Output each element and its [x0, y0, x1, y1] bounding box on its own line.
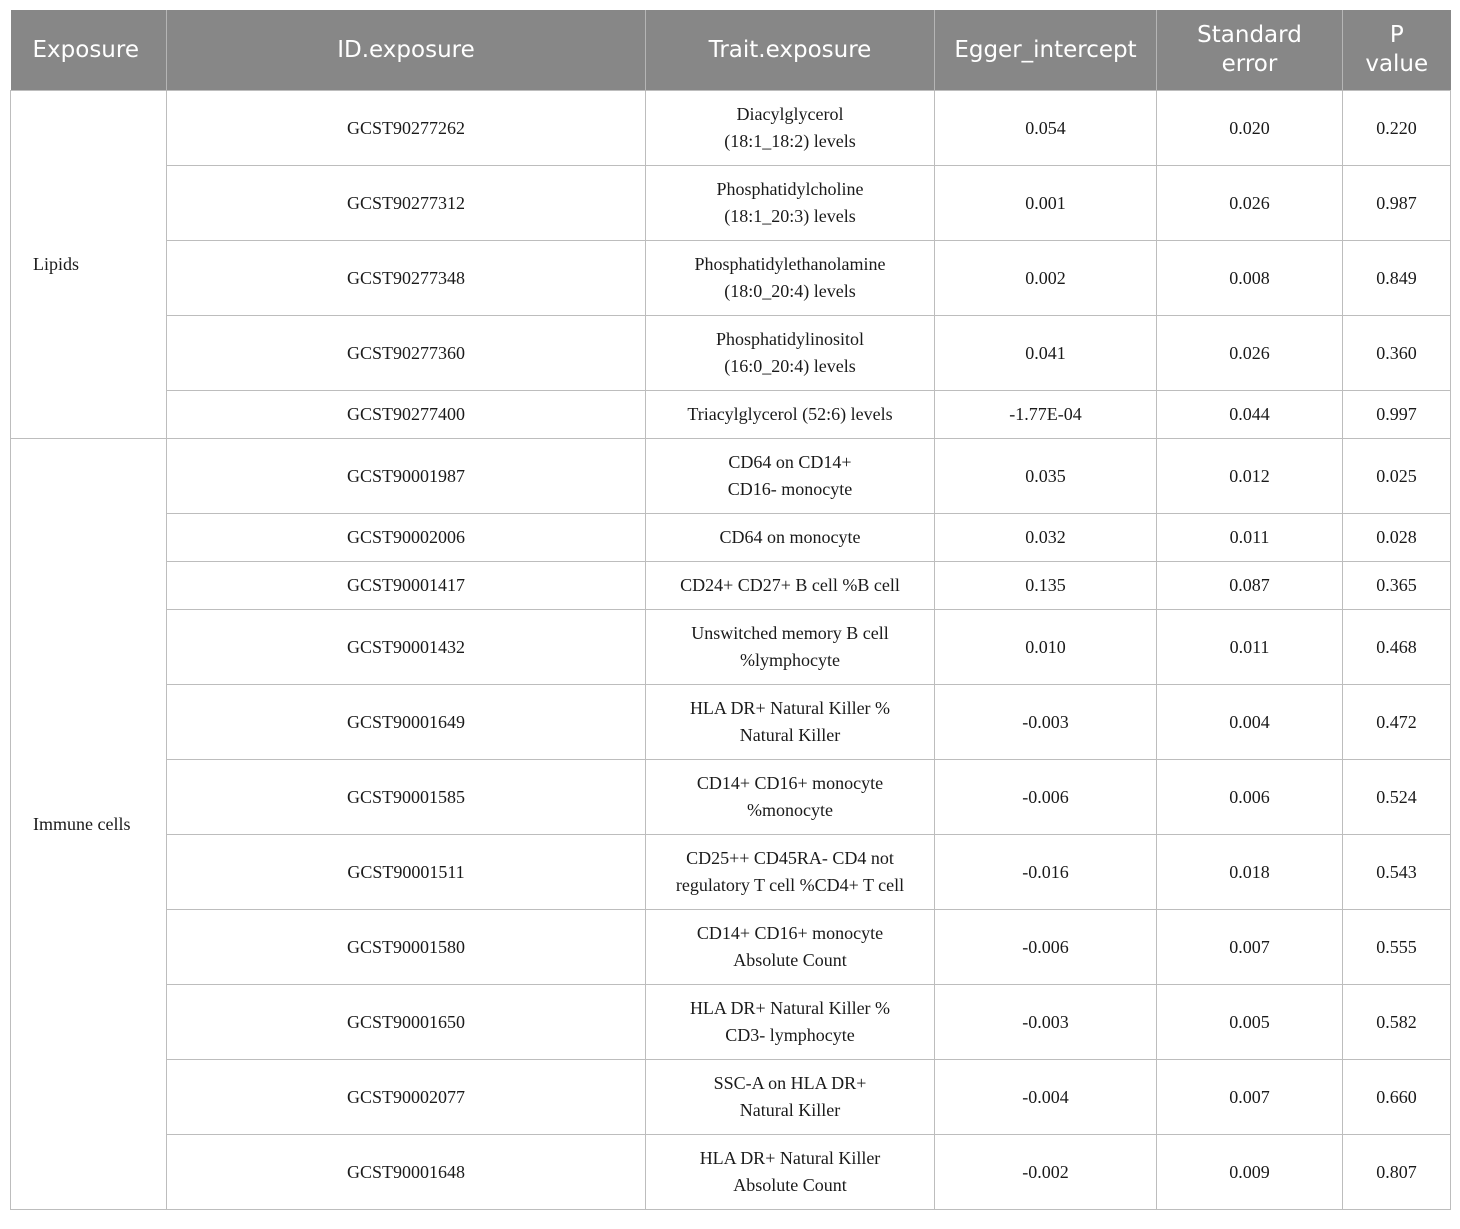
trait-line-1: CD24+ CD27+ B cell %B cell	[680, 575, 900, 595]
cell-standard-error: 0.006	[1157, 760, 1343, 835]
cell-trait-exposure	[646, 316, 935, 391]
cell-id-exposure: GCST90002077	[167, 1060, 646, 1135]
cell-id-exposure: GCST90277360	[167, 316, 646, 391]
cell-trait-exposure	[646, 760, 935, 835]
cell-egger-intercept: -1.77E-04	[935, 391, 1157, 439]
trait-line-2: %lymphocyte	[740, 650, 840, 670]
cell-id-exposure: GCST90277348	[167, 241, 646, 316]
cell-p-value: 0.660	[1343, 1060, 1451, 1135]
table-row	[11, 985, 1451, 1060]
cell-trait-exposure	[646, 91, 935, 166]
cell-p-value: 0.028	[1343, 514, 1451, 562]
trait-line-1: SSC-A on HLA DR+	[713, 1073, 867, 1093]
cell-standard-error: 0.018	[1157, 835, 1343, 910]
trait-line-2: (16:0_20:4) levels	[724, 356, 856, 376]
cell-id-exposure: GCST90001648	[167, 1135, 646, 1210]
trait-line-2: (18:0_20:4) levels	[724, 281, 856, 301]
table-row	[11, 91, 1451, 166]
cell-standard-error: 0.007	[1157, 1060, 1343, 1135]
trait-line-2: (18:1_20:3) levels	[724, 206, 856, 226]
trait-line-1: Unswitched memory B cell	[691, 623, 889, 643]
cell-standard-error: 0.026	[1157, 316, 1343, 391]
cell-id-exposure: GCST90001650	[167, 985, 646, 1060]
table-row	[11, 1135, 1451, 1210]
cell-p-value: 0.472	[1343, 685, 1451, 760]
trait-line-1: CD25++ CD45RA- CD4 not	[686, 848, 894, 868]
table-row	[11, 835, 1451, 910]
cell-id-exposure: GCST90001649	[167, 685, 646, 760]
table-row	[11, 1060, 1451, 1135]
cell-egger-intercept: -0.016	[935, 835, 1157, 910]
cell-trait-exposure	[646, 241, 935, 316]
trait-line-1: CD64 on CD14+	[728, 452, 852, 472]
group-lipids: Lipids	[11, 91, 167, 439]
cell-id-exposure: GCST90001580	[167, 910, 646, 985]
cell-standard-error: 0.044	[1157, 391, 1343, 439]
cell-egger-intercept: 0.010	[935, 610, 1157, 685]
header-trait-exposure: Trait.exposure	[646, 10, 935, 91]
cell-id-exposure: GCST90277262	[167, 91, 646, 166]
cell-standard-error: 0.008	[1157, 241, 1343, 316]
trait-line-1: Diacylglycerol	[736, 104, 844, 124]
trait-line-2: %monocyte	[747, 800, 833, 820]
header-id-exposure: ID.exposure	[167, 10, 646, 91]
cell-egger-intercept: 0.002	[935, 241, 1157, 316]
cell-egger-intercept: 0.054	[935, 91, 1157, 166]
table-row	[11, 166, 1451, 241]
cell-standard-error: 0.087	[1157, 562, 1343, 610]
trait-line-1: HLA DR+ Natural Killer	[699, 1148, 881, 1168]
trait-line-2: Natural Killer	[739, 725, 841, 745]
trait-line-2: Natural Killer	[739, 1100, 841, 1120]
cell-trait-exposure	[646, 910, 935, 985]
table-row	[11, 391, 1451, 439]
header-p-value	[1343, 10, 1451, 91]
header-p-line1: P	[1389, 22, 1404, 48]
cell-egger-intercept: 0.035	[935, 439, 1157, 514]
cell-id-exposure: GCST90001585	[167, 760, 646, 835]
cell-trait-exposure	[646, 685, 935, 760]
table-row	[11, 685, 1451, 760]
cell-egger-intercept: 0.001	[935, 166, 1157, 241]
cell-egger-intercept: -0.006	[935, 910, 1157, 985]
cell-p-value: 0.555	[1343, 910, 1451, 985]
cell-standard-error: 0.020	[1157, 91, 1343, 166]
header-egger-intercept: Egger_intercept	[935, 10, 1157, 91]
trait-line-2: Absolute Count	[733, 1175, 847, 1195]
cell-id-exposure: GCST90277400	[167, 391, 646, 439]
trait-line-1: Triacylglycerol (52:6) levels	[687, 404, 893, 424]
cell-p-value: 0.025	[1343, 439, 1451, 514]
trait-line-1: HLA DR+ Natural Killer %	[689, 698, 891, 718]
cell-egger-intercept: -0.004	[935, 1060, 1157, 1135]
cell-p-value: 0.365	[1343, 562, 1451, 610]
header-exposure: Exposure	[11, 10, 167, 91]
trait-line-1: CD64 on monocyte	[719, 527, 861, 547]
results-table-container	[10, 10, 1450, 1210]
trait-line-1: HLA DR+ Natural Killer %	[689, 998, 891, 1018]
cell-p-value: 0.543	[1343, 835, 1451, 910]
cell-id-exposure: GCST90277312	[167, 166, 646, 241]
cell-p-value: 0.360	[1343, 316, 1451, 391]
header-row	[11, 10, 1451, 91]
cell-egger-intercept: 0.135	[935, 562, 1157, 610]
cell-standard-error: 0.011	[1157, 514, 1343, 562]
trait-line-2: regulatory T cell %CD4+ T cell	[675, 875, 905, 895]
cell-egger-intercept: 0.032	[935, 514, 1157, 562]
cell-p-value: 0.582	[1343, 985, 1451, 1060]
trait-line-2: (18:1_18:2) levels	[724, 131, 856, 151]
cell-trait-exposure	[646, 439, 935, 514]
cell-p-value: 0.987	[1343, 166, 1451, 241]
trait-line-2: CD3- lymphocyte	[725, 1025, 855, 1045]
cell-p-value: 0.849	[1343, 241, 1451, 316]
table-row	[11, 241, 1451, 316]
egger-intercept-table	[10, 10, 1451, 1210]
trait-line-2: Absolute Count	[733, 950, 847, 970]
cell-standard-error: 0.004	[1157, 685, 1343, 760]
cell-p-value: 0.997	[1343, 391, 1451, 439]
trait-line-1: CD14+ CD16+ monocyte	[696, 773, 884, 793]
table-row	[11, 562, 1451, 610]
cell-trait-exposure	[646, 1135, 935, 1210]
cell-standard-error: 0.012	[1157, 439, 1343, 514]
trait-line-1: Phosphatidylcholine	[716, 179, 864, 199]
cell-id-exposure: GCST90001511	[167, 835, 646, 910]
cell-trait-exposure	[646, 166, 935, 241]
cell-trait-exposure	[646, 610, 935, 685]
trait-line-1: Phosphatidylethanolamine	[694, 254, 886, 274]
cell-p-value: 0.524	[1343, 760, 1451, 835]
table-row	[11, 514, 1451, 562]
header-se-line1: Standard	[1197, 22, 1302, 48]
cell-p-value: 0.807	[1343, 1135, 1451, 1210]
cell-trait-exposure	[646, 514, 935, 562]
cell-p-value: 0.220	[1343, 91, 1451, 166]
cell-id-exposure: GCST90001432	[167, 610, 646, 685]
cell-trait-exposure	[646, 835, 935, 910]
trait-line-2: CD16- monocyte	[727, 479, 853, 499]
group-immune-cells: Immune cells	[11, 439, 167, 1210]
table-row	[11, 760, 1451, 835]
table-header	[11, 10, 1451, 91]
cell-egger-intercept: -0.006	[935, 760, 1157, 835]
table-row	[11, 439, 1451, 514]
cell-standard-error: 0.007	[1157, 910, 1343, 985]
cell-egger-intercept: -0.003	[935, 985, 1157, 1060]
cell-p-value: 0.468	[1343, 610, 1451, 685]
cell-trait-exposure	[646, 391, 935, 439]
cell-standard-error: 0.026	[1157, 166, 1343, 241]
cell-egger-intercept: -0.003	[935, 685, 1157, 760]
cell-standard-error: 0.005	[1157, 985, 1343, 1060]
header-p-line2: value	[1365, 51, 1429, 77]
table-row	[11, 610, 1451, 685]
cell-trait-exposure	[646, 562, 935, 610]
cell-trait-exposure	[646, 1060, 935, 1135]
cell-standard-error: 0.011	[1157, 610, 1343, 685]
cell-id-exposure: GCST90002006	[167, 514, 646, 562]
cell-egger-intercept: 0.041	[935, 316, 1157, 391]
table-body	[11, 91, 1451, 1210]
cell-id-exposure: GCST90001417	[167, 562, 646, 610]
table-row	[11, 910, 1451, 985]
cell-standard-error: 0.009	[1157, 1135, 1343, 1210]
cell-egger-intercept: -0.002	[935, 1135, 1157, 1210]
header-se-line2: error	[1221, 51, 1278, 77]
cell-trait-exposure	[646, 985, 935, 1060]
header-standard-error	[1157, 10, 1343, 91]
trait-line-1: CD14+ CD16+ monocyte	[696, 923, 884, 943]
table-row	[11, 316, 1451, 391]
trait-line-1: Phosphatidylinositol	[715, 329, 865, 349]
cell-id-exposure: GCST90001987	[167, 439, 646, 514]
